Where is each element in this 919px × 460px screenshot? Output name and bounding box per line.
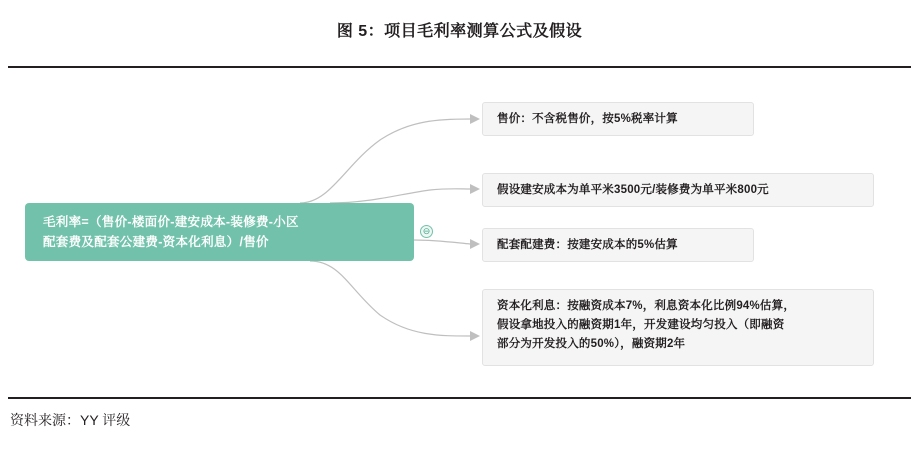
connector-to-note-3 [414,240,470,244]
arrowhead-note-1 [470,114,480,124]
note-capitalized-interest[interactable] [482,289,874,366]
diagram-canvas [0,70,919,395]
collapse-circle-icon[interactable]: ⊖ [420,225,433,238]
connector-to-note-1 [300,119,470,203]
formula-node[interactable] [25,203,414,261]
note-capitalized-interest-line-1: 资本化利息：按融资成本7%，利息资本化比例94%估算， [497,300,796,312]
connector-to-note-4 [310,261,470,336]
note-facility-fee[interactable] [482,228,754,262]
connector-to-note-2 [330,189,470,203]
divider-bottom [8,397,911,399]
arrowhead-note-3 [470,239,480,249]
arrowhead-note-4 [470,331,480,341]
formula-line-1: 毛利率=（售价-楼面价-建安成本-装修费-小区 [43,215,299,229]
note-price-line-1: 售价：不含税售价，按5%税率计算 [497,113,678,125]
note-capitalized-interest-line-3: 部分为开发投入的50%），融资期2年 [497,338,686,350]
note-construction-cost-line-1: 假设建安成本为单平米3500元/装修费为单平米800元 [497,184,769,196]
note-capitalized-interest-line-2: 假设拿地投入的融资期1年，开发建设均匀投入（即融资 [497,319,785,331]
note-facility-fee-line-1: 配套配建费：按建安成本的5%估算 [497,239,678,251]
source-label: 资料来源：YY 评级 [10,412,131,428]
arrowhead-note-2 [470,184,480,194]
formula-line-2: 配套费及配套公建费-资本化利息）/售价 [43,235,269,249]
note-construction-cost[interactable] [482,173,874,207]
page-title: 图 5：项目毛利率测算公式及假设 [336,23,583,40]
note-price[interactable] [482,102,754,136]
divider-top [8,66,911,68]
